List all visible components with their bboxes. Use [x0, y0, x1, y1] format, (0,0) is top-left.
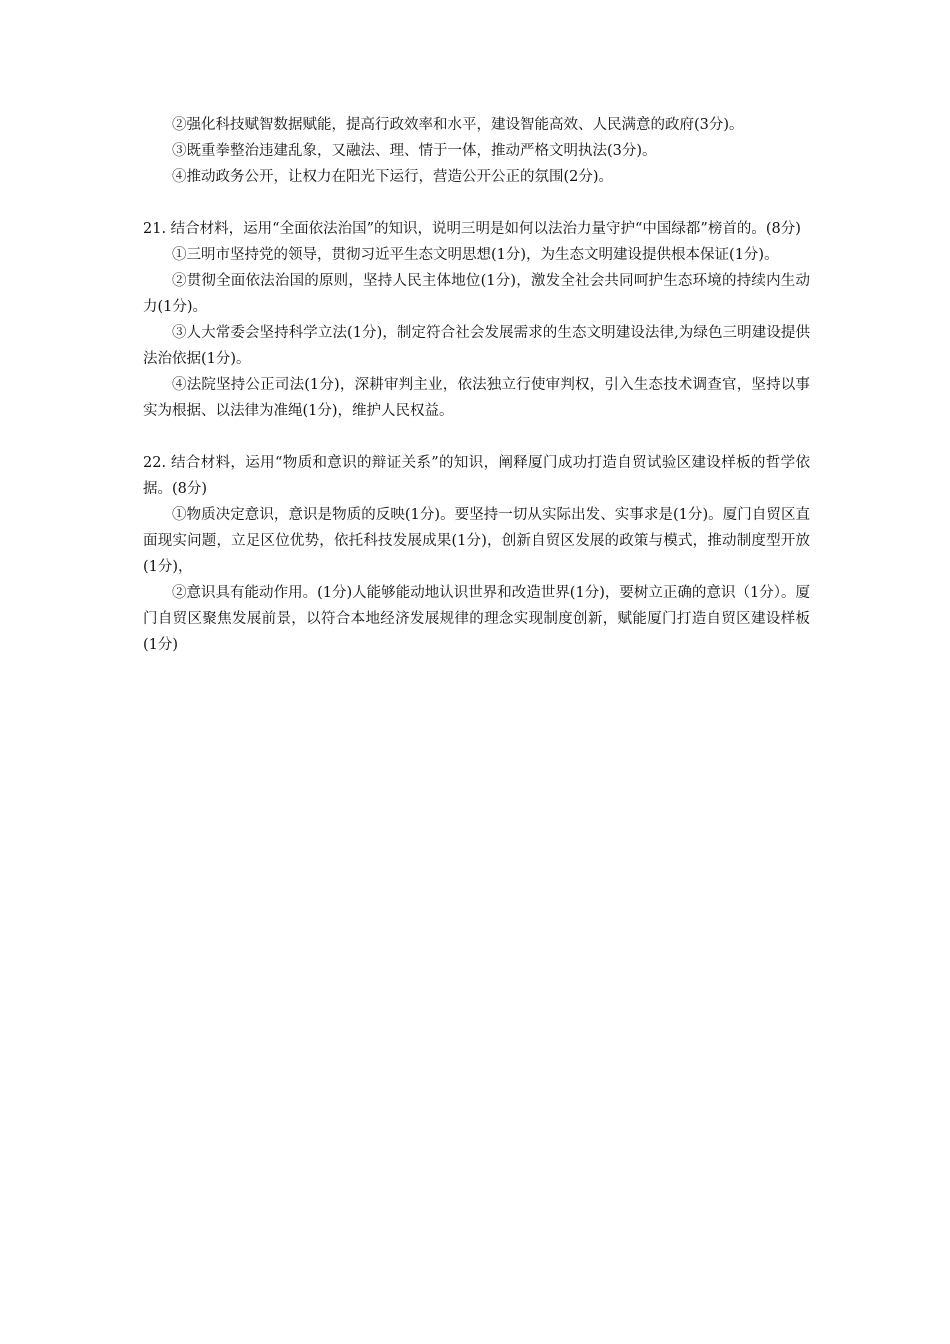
answer-22-item-1: ①物质决定意识，意识是物质的反映(1分)。要坚持一切从实际出发、实事求是(1分)。厦门自贸区直面现实问题，立足区位优势，依托科技发展成果(1分)，创新自贸区发展的政策与模式，推动制度型开放(1分)，: [143, 507, 810, 575]
answer-20-item-2: ②强化科技赋智数据赋能，提高行政效率和水平，建设智能高效、人民满意的政府(3分)。: [172, 117, 744, 133]
answer-21-item-4: ④法院坚持公正司法(1分)，深耕审判主业，依法独立行使审判权，引入生态技术调查官，坚持以事实为根据、以法律为准绳(1分)，维护人民权益。: [143, 377, 810, 419]
document-page: [143, 112, 810, 658]
section-gap: [143, 424, 810, 450]
answer-21-item-2: ②贯彻全面依法治国的原则，坚持人民主体地位(1分)，激发全社会共同呵护生态环境的持续内生动力(1分)。: [143, 273, 810, 315]
answer-20-item-3: ③既重拳整治违建乱象，又融法、理、情于一体，推动严格文明执法(3分)。: [172, 143, 657, 159]
answer-20-block: [143, 112, 810, 190]
question-21-title: 21. 结合材料，运用“全面依法治国”的知识，说明三明是如何以法治力量守护“中国绿都”榜首的。(8分): [143, 221, 801, 237]
question-22-title: 22. 结合材料，运用“物质和意识的辩证关系”的知识，阐释厦门成功打造自贸试验区建设样板的哲学依据。(8分): [143, 455, 810, 497]
question-21-block: [143, 216, 810, 424]
answer-21-item-1: ①三明市坚持党的领导，贯彻习近平生态文明思想(1分)，为生态文明建设提供根本保证(1分)。: [172, 247, 779, 263]
question-22-block: [143, 450, 810, 658]
answer-22-item-2: ②意识具有能动作用。(1分)人能够能动地认识世界和改造世界(1分)，要树立正确的意识（1分）。厦门自贸区聚焦发展前景，以符合本地经济发展规律的理念实现制度创新，赋能厦门打造自贸区建设样板(1分): [143, 585, 810, 653]
answer-21-item-3: ③人大常委会坚持科学立法(1分)，制定符合社会发展需求的生态文明建设法律,为绿色三明建设提供法治依据(1分)。: [143, 325, 810, 367]
answer-20-item-4: ④推动政务公开，让权力在阳光下运行，营造公开公正的氛围(2分)。: [172, 169, 614, 185]
section-gap: [143, 190, 810, 216]
